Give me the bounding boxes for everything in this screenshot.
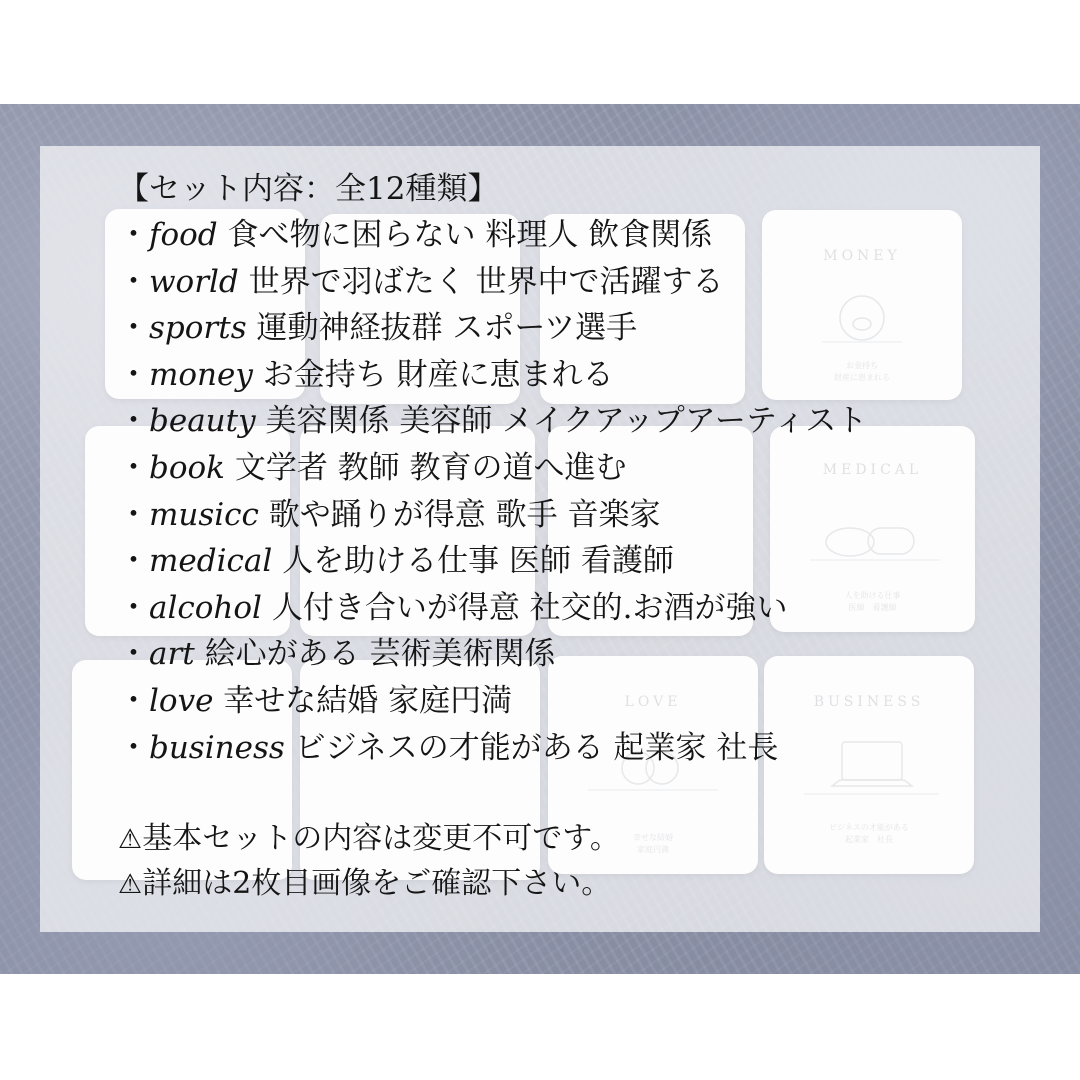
- note-see-second-image: [118, 862, 1058, 907]
- list-item-food: [118, 212, 1058, 259]
- item-keyword: art: [149, 636, 195, 673]
- bullet: ・: [118, 543, 149, 580]
- content-text-block: [118, 166, 1058, 907]
- list-item-musicc: [118, 492, 1058, 539]
- item-keyword: money: [149, 356, 253, 393]
- item-keyword: food: [149, 217, 218, 253]
- note-text: 詳細は2枚目画像をご確認下さい。: [142, 866, 612, 902]
- item-keyword: medical: [149, 543, 273, 580]
- bullet: ・: [118, 589, 149, 626]
- item-description: 人付き合いが得意 社交的.お酒が強い: [261, 589, 788, 626]
- notes-block: [118, 817, 1058, 907]
- bullet: ・: [118, 356, 149, 393]
- item-description: ビジネスの才能がある 起業家 社長: [284, 729, 779, 766]
- list-item-art: [118, 631, 1058, 678]
- bullet: ・: [118, 449, 149, 486]
- list-item-medical: [118, 538, 1058, 585]
- item-keyword: business: [149, 729, 285, 766]
- note-no-change: [118, 817, 1058, 862]
- item-keyword: book: [149, 449, 225, 486]
- bullet: ・: [118, 636, 149, 673]
- item-description: 絵心がある 芸術美術関係: [194, 636, 556, 673]
- item-keyword: world: [149, 263, 239, 300]
- bullet: ・: [118, 263, 149, 300]
- bullet: ・: [118, 496, 149, 533]
- warning-icon: ⚠: [118, 869, 143, 901]
- item-keyword: beauty: [149, 403, 256, 440]
- list-item-beauty: [118, 398, 1058, 445]
- item-description: 世界で羽ばたく 世界中で活躍する: [238, 263, 724, 300]
- list-item-world: [118, 259, 1058, 306]
- item-description: 歌や踊りが得意 歌手 音楽家: [258, 496, 661, 533]
- item-description: 運動神経抜群 スポーツ選手: [246, 310, 638, 347]
- list-item-alcohol: [118, 585, 1058, 632]
- item-description: 美容関係 美容師 メイクアップアーティスト: [255, 403, 868, 440]
- list-item-sports: [118, 305, 1058, 352]
- item-list: [118, 212, 1058, 771]
- list-item-business: [118, 725, 1058, 772]
- list-item-book: [118, 445, 1058, 492]
- item-description: お金持ち 財産に恵まれる: [252, 356, 614, 393]
- item-description: 食べ物に困らない 料理人 飲食関係: [217, 217, 713, 253]
- item-keyword: musicc: [149, 496, 259, 533]
- item-description: 幸せな結婚 家庭円満: [213, 682, 513, 719]
- item-keyword: alcohol: [149, 589, 262, 626]
- set-contents-title: 【セット内容：全12種類】: [118, 171, 499, 207]
- bullet: ・: [118, 403, 149, 440]
- item-keyword: sports: [149, 310, 247, 347]
- warning-icon: ⚠: [118, 824, 143, 856]
- bullet: ・: [118, 682, 149, 719]
- item-description: 文学者 教師 教育の道へ進む: [224, 449, 627, 486]
- list-item-love: [118, 678, 1058, 725]
- item-description: 人を助ける仕事 医師 看護師: [272, 543, 674, 580]
- bullet: ・: [118, 729, 149, 766]
- bullet: ・: [118, 217, 149, 253]
- list-item-money: [118, 352, 1058, 399]
- item-keyword: love: [149, 682, 214, 719]
- bullet: ・: [118, 310, 149, 347]
- note-text: 基本セットの内容は変更不可です。: [142, 821, 620, 857]
